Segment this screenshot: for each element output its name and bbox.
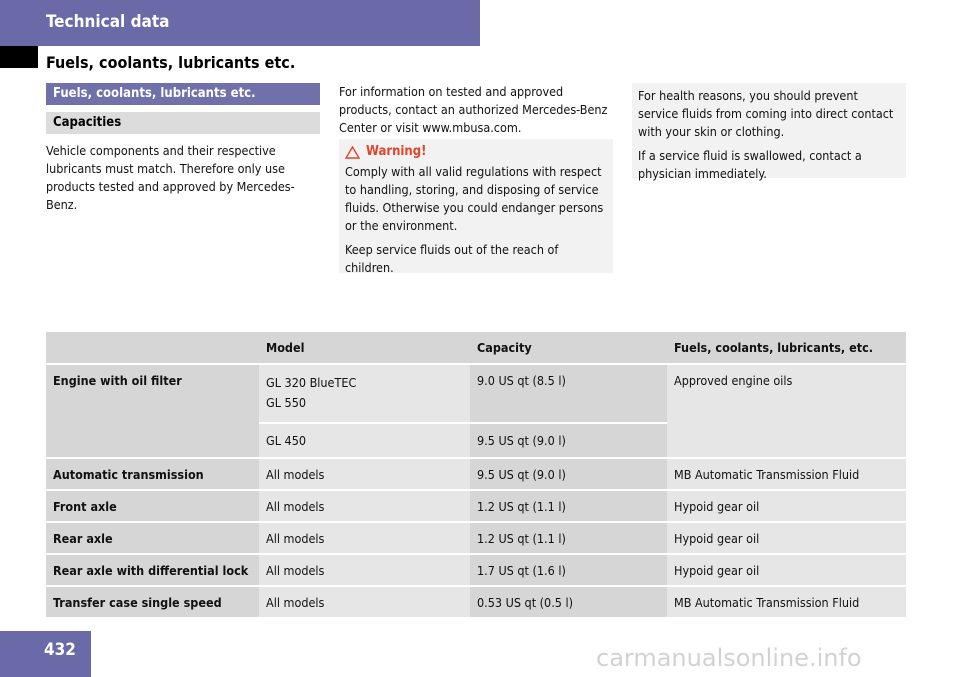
row-fluid: Hypoid gear oil: [667, 554, 906, 586]
row-fluid: Hypoid gear oil: [667, 490, 906, 522]
row-capacity: 9.5 US qt (9.0 l): [470, 458, 667, 490]
page-number: 432: [44, 640, 76, 660]
health-note-box: [632, 83, 906, 181]
row-fluid: MB Automatic Transmission Fluid: [667, 586, 906, 618]
row-label: Rear axle: [46, 522, 259, 554]
engine-model-gl450: GL 450: [259, 423, 470, 458]
table-row-engine: [46, 364, 906, 423]
row-capacity: 1.2 US qt (1.1 l): [470, 522, 667, 554]
engine-model-gl320: GL 320 BlueTEC: [266, 375, 357, 390]
warning-title-text: Warning!: [366, 144, 427, 159]
row-label: Rear axle with differential lock: [46, 554, 259, 586]
section-bar-capacities: Capacities: [46, 112, 320, 134]
table-row: [46, 586, 906, 618]
row-label: Front axle: [46, 490, 259, 522]
row-capacity: 1.2 US qt (1.1 l): [470, 490, 667, 522]
engine-label: Engine with oil filter: [46, 364, 259, 458]
warning-paragraph-2: Keep service fluids out of the reach of children.: [345, 242, 559, 275]
row-label: Automatic transmission: [46, 458, 259, 490]
table-row: [46, 522, 906, 554]
engine-fluid: Approved engine oils: [667, 364, 906, 458]
engine-capacity-2: 9.5 US qt (9.0 l): [470, 423, 667, 458]
header-capacity: Capacity: [470, 332, 667, 364]
engine-capacity-1: 9.0 US qt (8.5 l): [470, 364, 667, 423]
header-model: Model: [259, 332, 470, 364]
health-paragraph-1: For health reasons, you should prevent service fluids from coming into direct contact with your skin or clothing.: [638, 88, 894, 139]
warning-icon: [345, 146, 360, 159]
row-fluid: MB Automatic Transmission Fluid: [667, 458, 906, 490]
row-capacity: 0.53 US qt (0.5 l): [470, 586, 667, 618]
section-title: Technical data: [46, 12, 170, 32]
health-paragraph-2: If a service fluid is swallowed, contact a physician immediately.: [638, 148, 862, 181]
header-fluid: Fuels, coolants, lubricants, etc.: [667, 332, 906, 364]
header-marker: [0, 46, 38, 68]
row-model: All models: [259, 554, 470, 586]
table-header-row: [46, 332, 906, 364]
page-number-tab: [0, 631, 91, 677]
row-capacity: 1.7 US qt (1.6 l): [470, 554, 667, 586]
capacities-table: [46, 332, 906, 619]
row-model: All models: [259, 490, 470, 522]
header-component: [46, 332, 259, 364]
table-row: [46, 554, 906, 586]
row-model: All models: [259, 522, 470, 554]
row-model: All models: [259, 586, 470, 618]
engine-model-gl550: GL 550: [266, 395, 307, 410]
row-fluid: Hypoid gear oil: [667, 522, 906, 554]
watermark: carmanualsonline.info: [596, 644, 862, 672]
section-header-tab: [0, 0, 480, 46]
section-bar-title: Fuels, coolants, lubricants etc.: [46, 83, 320, 105]
page-subtitle: Fuels, coolants, lubricants etc.: [46, 53, 296, 72]
row-label: Transfer case single speed: [46, 586, 259, 618]
table-row: [46, 458, 906, 490]
warning-paragraph-1: Comply with all valid regulations with respect to handling, storing, and disposing of service fluids. Otherwise you could endanger persons or the environment.: [345, 164, 604, 233]
engine-models-1: [259, 364, 470, 423]
warning-box: [339, 139, 613, 273]
warning-title: [345, 143, 607, 161]
row-model: All models: [259, 458, 470, 490]
table-row: [46, 490, 906, 522]
intro-text: Vehicle components and their respective lubricants must match. Therefore only use products tested and approved by Mercedes-Benz.: [46, 143, 295, 212]
info-text: For information on tested and approved products, contact an authorized Mercedes-Benz Center or visit www.mbusa.com.: [339, 84, 608, 135]
